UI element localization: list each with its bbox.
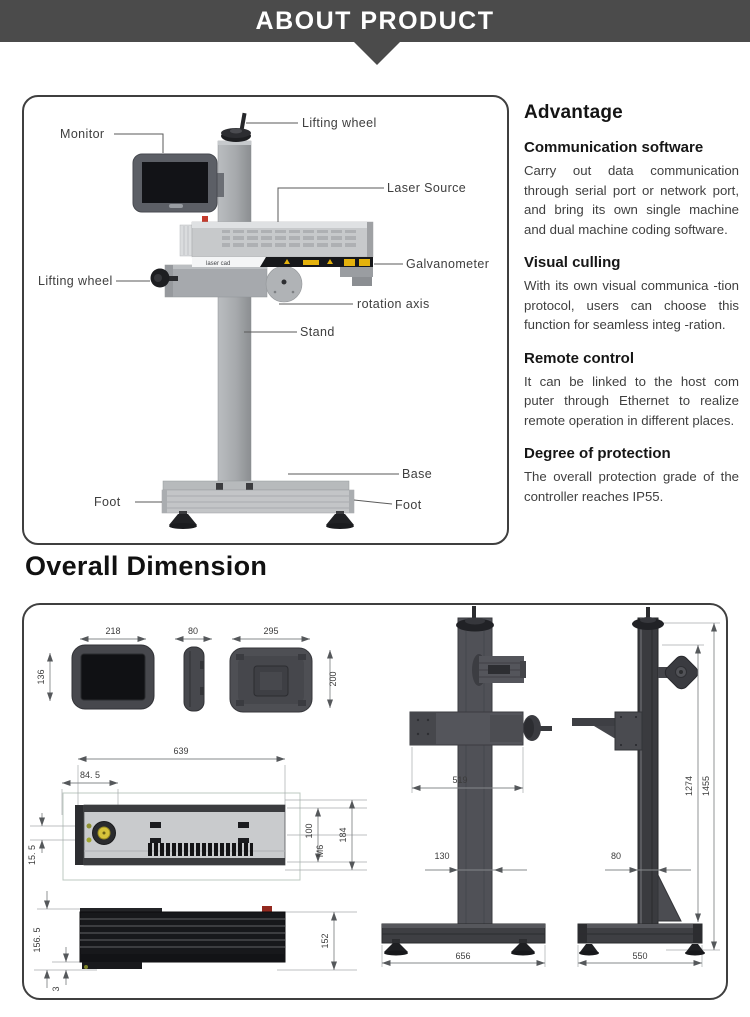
- stand-front-view: [382, 606, 552, 967]
- advantage-heading-communication: Communication software: [524, 139, 704, 156]
- label-stand: Stand: [300, 325, 335, 339]
- dim-laser-width: 184: [338, 827, 348, 843]
- rotation-axis-graphic: [266, 266, 302, 302]
- page-title: ABOUT PRODUCT: [255, 6, 495, 35]
- laser-side-view: [32, 891, 357, 992]
- dim-stand-base-width: 656: [455, 951, 471, 961]
- dim-laser-thread: M6: [315, 844, 325, 858]
- dim-stand-height-work: 1274: [684, 775, 694, 797]
- advantage-body-communication: Carry out data communication through serial port or network port, and bring its own single machine and dual machine coding software.: [524, 163, 739, 237]
- brand-text: laser cad: [206, 261, 231, 267]
- dim-stand-height-total: 1455: [701, 775, 711, 797]
- overall-dimension-title: Overall Dimension: [25, 551, 268, 581]
- dimension-box: [22, 603, 728, 1000]
- dimension-drawings: [24, 605, 726, 998]
- product-diagram-box: [22, 95, 509, 545]
- advantage-panel: [524, 102, 739, 506]
- machine-diagram: [24, 97, 507, 543]
- label-monitor: Monitor: [60, 127, 105, 141]
- advantage-heading-protection: Degree of protection: [524, 445, 671, 462]
- dim-laser-hole: 100: [304, 823, 314, 839]
- dim-laser-height-total: 156. 5: [32, 927, 42, 953]
- part-labels: [38, 116, 489, 512]
- foot-left-graphic: [169, 511, 197, 529]
- dim-monitor-front-width: 218: [105, 626, 121, 636]
- label-foot-right: Foot: [395, 498, 422, 512]
- dim-monitor-back-width: 295: [263, 626, 279, 636]
- advantage-body-protection: The overall protection grade of the controller reaches IP55.: [524, 469, 739, 504]
- label-galvanometer: Galvanometer: [406, 257, 490, 271]
- dim-laser-length: 639: [173, 746, 189, 756]
- base-graphic: [162, 481, 354, 513]
- dim-stand-base-depth: 550: [632, 951, 648, 961]
- label-lifting-wheel-top: Lifting wheel: [302, 116, 377, 130]
- advantage-body-visual: With its own visual communica -tion protocol, users can choose this function for seamless integ -ration.: [524, 278, 739, 332]
- galvanometer-graphic: [340, 267, 373, 286]
- arm-graphic: [165, 265, 267, 297]
- dim-laser-height: 152: [320, 933, 330, 949]
- dim-monitor-back-height: 200: [328, 671, 338, 687]
- header-banner: [0, 0, 750, 42]
- dim-laser-left: 15. 5: [27, 844, 37, 866]
- dim-laser-offset: 84. 5: [79, 770, 101, 780]
- advantage-heading-visual: Visual culling: [524, 254, 621, 271]
- label-rotation-axis: rotation axis: [357, 297, 430, 311]
- monitor-front-view: [36, 626, 154, 709]
- dim-stand-column-width: 130: [434, 851, 450, 861]
- dim-stand-arm: 519: [452, 775, 468, 785]
- label-base: Base: [402, 467, 433, 481]
- dim-monitor-side-width: 80: [187, 626, 199, 636]
- label-lifting-wheel-left: Lifting wheel: [38, 274, 113, 288]
- dim-monitor-front-height: 136: [36, 669, 46, 685]
- label-laser-source: Laser Source: [387, 181, 467, 195]
- advantage-heading-remote: Remote control: [524, 349, 635, 367]
- laser-top-view: [27, 746, 367, 880]
- monitor-back-view: [230, 626, 338, 712]
- lifting-wheel-top-graphic: [221, 113, 251, 142]
- laser-source-graphic: [180, 222, 373, 267]
- label-foot-left: Foot: [94, 495, 121, 509]
- foot-right-graphic: [326, 511, 354, 529]
- advantage-body-remote: It can be linked to the host com puter through Ethernet to realize remote operation in different places.: [524, 373, 739, 428]
- dim-laser-foot: 3: [51, 986, 61, 992]
- advantage-title: Advantage: [524, 102, 623, 123]
- monitor-graphic: [133, 154, 224, 212]
- stand-side-view: [572, 607, 720, 967]
- monitor-side-view: [175, 626, 212, 711]
- banner-pointer: [354, 42, 400, 65]
- dim-stand-column-depth: 80: [610, 851, 622, 861]
